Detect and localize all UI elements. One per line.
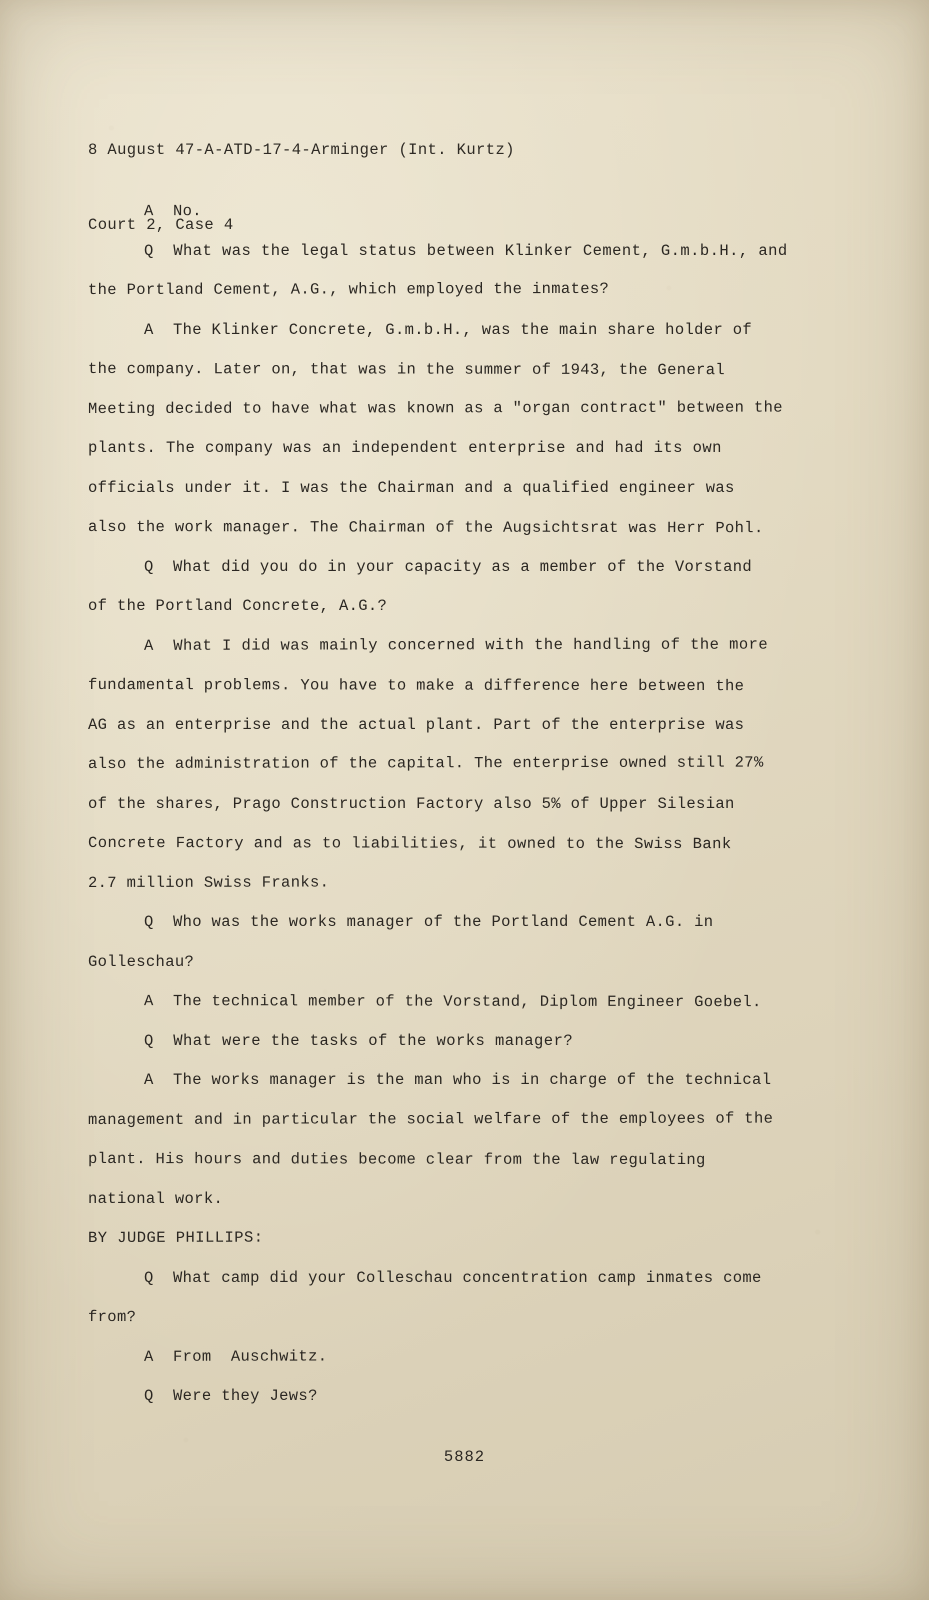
- transcript-line: officials under it. I was the Chairman and a qualified engineer was: [88, 478, 735, 497]
- transcript-line: of the shares, Prago Construction Factory also 5% of Upper Silesian: [88, 794, 735, 813]
- transcript-line: of the Portland Concrete, A.G.?: [88, 597, 388, 615]
- transcript-line: Q What was the legal status between Klinker Cement, G.m.b.H., and: [144, 241, 788, 260]
- header-line-1: 8 August 47-A-ATD-17-4-Arminger (Int. Kurtz): [88, 141, 515, 159]
- transcript-line: national work.: [88, 1189, 224, 1208]
- transcript-line: BY JUDGE PHILLIPS:: [87, 1228, 264, 1247]
- transcript-line: A From Auschwitz.: [143, 1346, 328, 1366]
- transcript-line: Q Who was the works manager of the Portland Cement A.G. in: [144, 913, 714, 931]
- transcript-line: plant. His hours and duties become clear from the law regulating: [87, 1150, 706, 1170]
- header-line-2: Court 2, Case 4: [88, 216, 234, 234]
- transcript-line: A The technical member of the Vorstand, Diplom Engineer Goebel.: [143, 992, 762, 1012]
- transcript-line: the Portland Cement, A.G., which employed the inmates?: [87, 279, 610, 299]
- transcript-line: plants. The company was an independent enterprise and had its own: [88, 439, 722, 457]
- transcript-line: Q What were the tasks of the works manager?: [144, 1031, 574, 1050]
- transcript-line: Q What camp did your Colleschau concentration camp inmates come: [144, 1268, 762, 1287]
- transcript-line: AG as an enterprise and the actual plant. Part of the enterprise was: [88, 715, 745, 734]
- transcript-body: [88, 192, 848, 1417]
- transcript-line: A The works manager is the man who is in charge of the technical: [144, 1071, 772, 1089]
- transcript-line: 2.7 million Swiss Franks.: [87, 872, 330, 892]
- transcript-line: Concrete Factory and as to liabilities, it owned to the Swiss Bank: [87, 834, 732, 854]
- transcript-line: A What I did was mainly concerned with the handling of the more: [143, 635, 769, 655]
- transcript-line: Meeting decided to have what was known as a "organ contract" between the: [87, 398, 783, 418]
- transcript-line: Golleschau?: [88, 952, 195, 971]
- transcript-line: the company. Later on, that was in the summer of 1943, the General: [87, 360, 726, 380]
- transcript-line: also the administration of the capital. The enterprise owned still 27%: [87, 753, 764, 773]
- transcript-line: Q Were they Jews?: [144, 1387, 318, 1405]
- page-number: 5882: [443, 1448, 486, 1466]
- transcript-line: A The Klinker Concrete, G.m.b.H., was the main share holder of: [144, 320, 753, 339]
- transcript-line: Q What did you do in your capacity as a member of the Vorstand: [144, 557, 753, 576]
- transcript-line: also the work manager. The Chairman of the Augsichtsrat was Herr Pohl.: [87, 518, 764, 538]
- transcript-line: from?: [87, 1308, 137, 1327]
- transcript-line: A No.: [143, 202, 202, 221]
- transcript-line: fundamental problems. You have to make a difference here between the: [87, 676, 745, 696]
- transcript-line: management and in particular the social welfare of the employees of the: [87, 1109, 774, 1129]
